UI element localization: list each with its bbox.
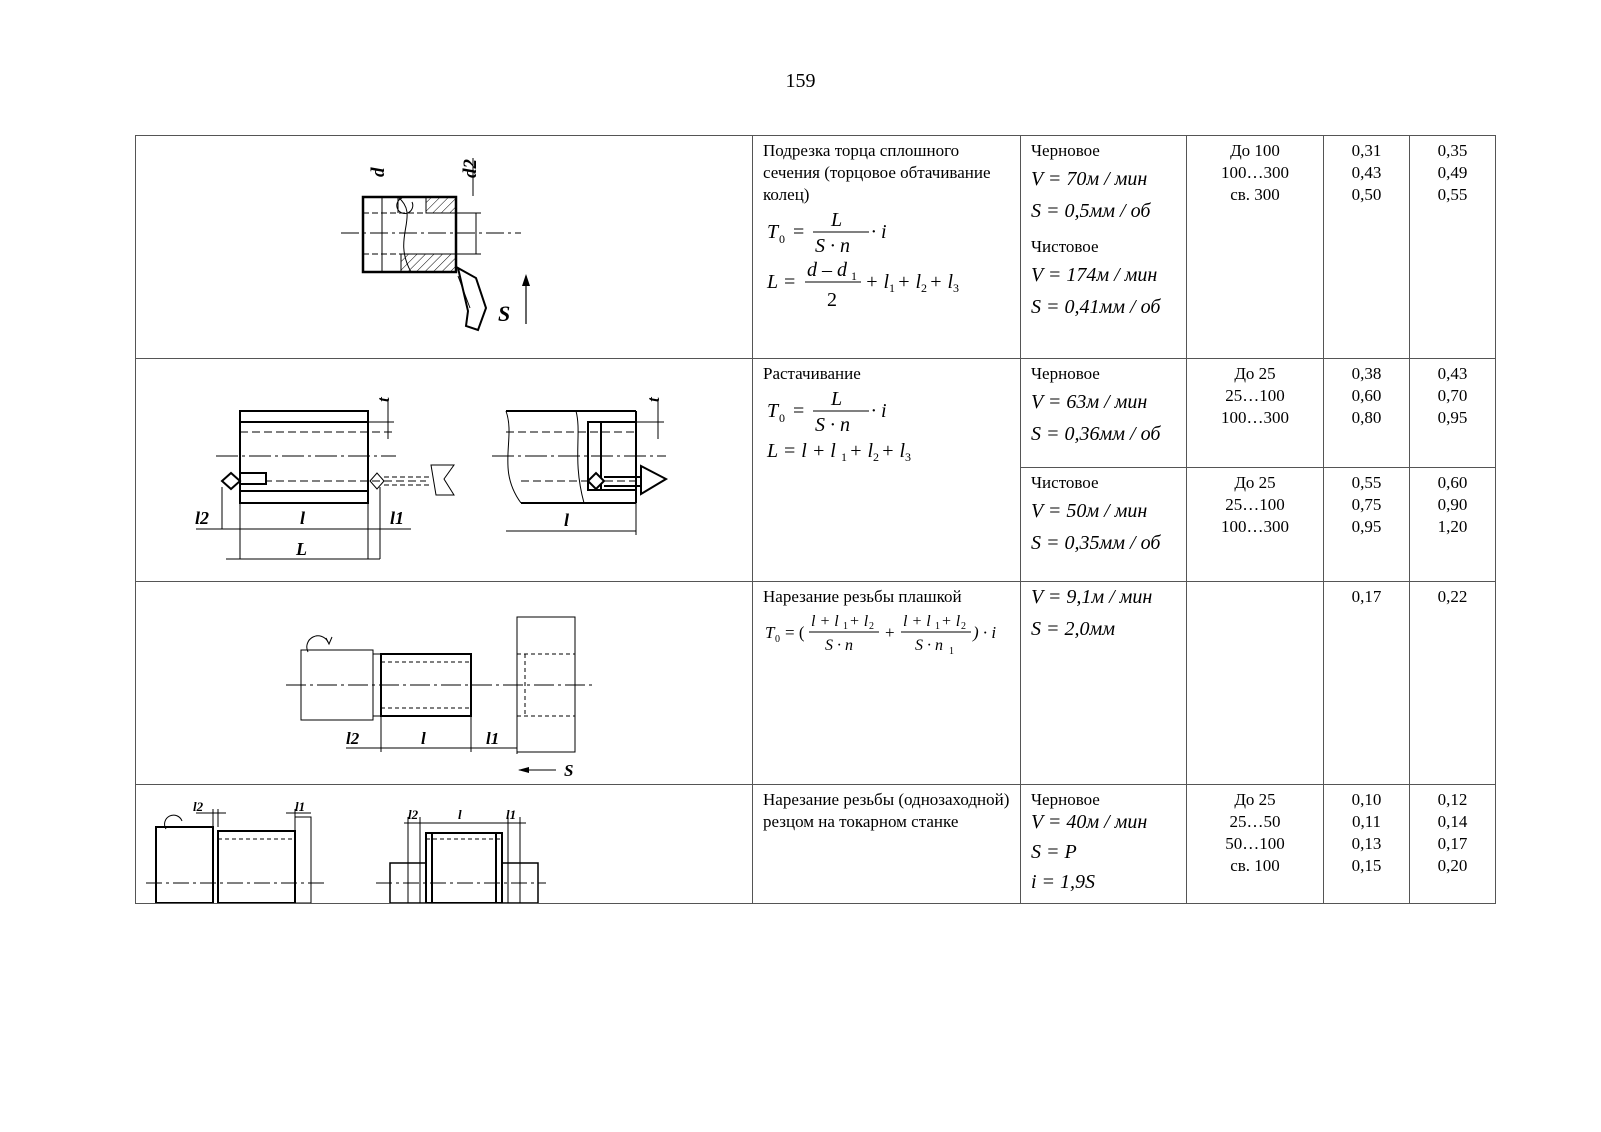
svg-text:L: L <box>831 388 843 410</box>
speed-value: V = 174м / мин <box>1031 264 1158 286</box>
mode-cell <box>1021 468 1187 582</box>
operation-name: Растачивание <box>763 364 861 383</box>
speed-value: V = 70м / мин <box>1031 168 1148 190</box>
coef1-cell <box>1324 359 1410 468</box>
diameter-range: 50…100 <box>1225 834 1285 853</box>
svg-text:T: T <box>767 400 779 422</box>
svg-text:+: + <box>885 623 895 642</box>
figure-cell <box>136 582 753 785</box>
mode-name: Чистовое <box>1031 473 1099 493</box>
diameter-range: св. 300 <box>1230 185 1280 204</box>
svg-text:2: 2 <box>827 289 837 311</box>
svg-text:1: 1 <box>841 450 847 464</box>
coef2-cell <box>1410 785 1496 904</box>
feed-value: S = 0,41мм / об <box>1031 296 1161 318</box>
svg-text:d – d: d – d <box>807 259 847 281</box>
svg-text:+ l: + l <box>941 613 961 630</box>
mode-cell <box>1021 582 1187 785</box>
figure-cell <box>136 785 753 904</box>
svg-text:· i: · i <box>871 400 887 422</box>
svg-text:2: 2 <box>921 281 927 295</box>
label-l2: l2 <box>193 799 204 814</box>
svg-text:+ l: + l <box>849 440 874 462</box>
coef-value: 0,31 <box>1351 141 1382 160</box>
label-l-right: l <box>564 510 570 530</box>
svg-text:3: 3 <box>905 450 911 464</box>
svg-text:L: L <box>831 209 843 231</box>
svg-text:T: T <box>767 221 779 243</box>
svg-text:+ l: + l <box>929 271 954 293</box>
label-l: l <box>421 729 426 748</box>
svg-text:S · n: S · n <box>825 637 853 654</box>
coef1-cell <box>1324 468 1410 582</box>
diameter-cell <box>1187 136 1324 359</box>
svg-text:l + l: l + l <box>811 613 839 630</box>
table-row <box>136 359 1496 468</box>
svg-text:· i: · i <box>871 221 887 243</box>
coef-value: 0,10 <box>1351 790 1382 809</box>
coef-value: 0,17 <box>1437 834 1468 853</box>
feed-value: S = P <box>1031 841 1077 863</box>
diameter-range: До 100 <box>1230 141 1280 160</box>
coef-value: 0,55 <box>1437 185 1468 204</box>
coef-value: 0,50 <box>1351 185 1382 204</box>
formula-t0 <box>763 608 1020 660</box>
coef-value: 0,35 <box>1437 141 1468 160</box>
diameter-range: 100…300 <box>1221 408 1289 427</box>
speed-value: V = 63м / мин <box>1031 391 1148 413</box>
machining-table <box>135 135 1496 904</box>
svg-text:S · n: S · n <box>815 414 850 435</box>
coef-value: 0,49 <box>1437 163 1468 182</box>
svg-text:S · n: S · n <box>915 637 943 654</box>
coef-value: 0,13 <box>1351 834 1382 853</box>
label-L: L <box>296 539 307 559</box>
coef-value: 0,70 <box>1437 386 1468 405</box>
coef-value: 0,43 <box>1351 163 1382 182</box>
svg-text:2: 2 <box>873 450 879 464</box>
diameter-cell <box>1187 468 1324 582</box>
die-threading-diagram <box>136 582 752 784</box>
feed-value: S = 0,5мм / об <box>1031 200 1151 222</box>
passes-value: i = 1,9S <box>1031 871 1096 893</box>
table-row <box>136 582 1496 785</box>
mode-cell <box>1021 785 1187 904</box>
coef-value: 0,22 <box>1437 587 1468 606</box>
label-t: t <box>374 397 393 402</box>
figure-cell <box>136 136 753 359</box>
svg-text:T: T <box>765 623 775 642</box>
operation-cell <box>753 785 1021 904</box>
coef-value: 0,17 <box>1351 587 1382 606</box>
speed-value: V = 9,1м / мин <box>1031 586 1153 608</box>
diameter-range: 100…300 <box>1221 163 1289 182</box>
coef-value: 0,15 <box>1351 856 1382 875</box>
label-l1: l1 <box>295 799 306 814</box>
coef-value: 0,90 <box>1437 495 1468 515</box>
operation-cell <box>753 136 1021 359</box>
coef-value: 0,20 <box>1437 856 1468 875</box>
coef-value: 0,55 <box>1351 473 1382 493</box>
svg-text:3: 3 <box>953 281 959 295</box>
operation-cell <box>753 359 1021 582</box>
coef-value: 0,11 <box>1351 812 1382 831</box>
diameter-range: До 25 <box>1234 790 1276 809</box>
mode-cell <box>1021 359 1187 468</box>
svg-text:1: 1 <box>851 269 857 283</box>
svg-text:L =: L = <box>767 271 797 293</box>
diameter-range: 100…300 <box>1221 517 1289 537</box>
mode-name: Черновое <box>1031 364 1100 383</box>
coef2-cell <box>1410 468 1496 582</box>
feed-value: S = 0,35мм / об <box>1031 532 1161 555</box>
svg-text:= (: = ( <box>785 623 805 642</box>
coef-value: 1,20 <box>1437 517 1468 537</box>
label-l: l <box>458 807 462 822</box>
label-l1: l1 <box>486 729 500 748</box>
diameter-range: 25…100 <box>1225 495 1285 515</box>
mode-name: Черновое <box>1031 790 1100 809</box>
operation-name: Нарезание резьбы (однозаходной) резцом на токарном станке <box>763 790 1010 831</box>
coef-value: 0,43 <box>1437 364 1468 383</box>
formula-l <box>763 256 1020 314</box>
speed-value: V = 40м / мин <box>1031 811 1148 833</box>
diameter-cell <box>1187 359 1324 468</box>
coef-value: 0,12 <box>1437 790 1468 809</box>
coef1-cell <box>1324 582 1410 785</box>
diameter-cell <box>1187 785 1324 904</box>
mode-name: Чистовое <box>1031 237 1099 256</box>
page-number: 159 <box>785 70 816 92</box>
svg-text:1: 1 <box>935 621 940 632</box>
operation-cell <box>753 582 1021 785</box>
svg-text:L = l + l: L = l + l <box>767 440 836 462</box>
feed-value: S = 0,36мм / об <box>1031 423 1161 445</box>
coef-value: 0,60 <box>1351 386 1382 405</box>
svg-text:0: 0 <box>779 411 785 425</box>
formula-t0 <box>763 206 1020 256</box>
label-l2: l2 <box>195 508 210 528</box>
svg-text:1: 1 <box>889 281 895 295</box>
formula-t0 <box>763 385 1020 435</box>
operation-name: Нарезание резьбы плашкой <box>763 587 962 606</box>
svg-text:+ l: + l <box>897 271 922 293</box>
svg-text:+ l: + l <box>881 440 906 462</box>
coef-value: 0,60 <box>1437 473 1468 493</box>
svg-text:) · i: ) · i <box>973 623 997 642</box>
svg-text:1: 1 <box>843 621 848 632</box>
diameter-range: св. 100 <box>1230 856 1280 875</box>
label-d2: d2 <box>460 159 481 178</box>
formula-l <box>763 435 1020 467</box>
label-t: t <box>644 397 663 402</box>
svg-text:+ l: + l <box>849 613 869 630</box>
mode-cell <box>1021 136 1187 359</box>
figure-cell <box>136 359 753 582</box>
coef-value: 0,95 <box>1351 517 1382 537</box>
svg-text:=: = <box>793 400 805 422</box>
coef-value: 0,38 <box>1351 364 1382 383</box>
svg-text:=: = <box>793 221 805 243</box>
svg-text:0: 0 <box>779 232 785 246</box>
diameter-range: До 25 <box>1234 364 1276 383</box>
coef-value: 0,14 <box>1437 812 1468 831</box>
label-l: l <box>300 508 306 528</box>
label-l2: l2 <box>408 807 419 822</box>
coef-value: 0,75 <box>1351 495 1382 515</box>
coef-value: 0,80 <box>1351 408 1382 427</box>
speed-value: V = 50м / мин <box>1031 500 1148 523</box>
diameter-range: 25…50 <box>1229 812 1281 831</box>
svg-text:S · n: S · n <box>815 235 850 256</box>
svg-text:+ l: + l <box>865 271 890 293</box>
svg-text:0: 0 <box>775 634 780 645</box>
label-l1: l1 <box>506 807 517 822</box>
label-s: S <box>564 761 574 780</box>
svg-text:1: 1 <box>949 646 954 657</box>
label-l1: l1 <box>390 508 405 528</box>
svg-text:2: 2 <box>869 621 874 632</box>
coef1-cell <box>1324 785 1410 904</box>
coef2-cell <box>1410 359 1496 468</box>
label-s: S <box>498 301 511 326</box>
diameter-cell <box>1187 582 1324 785</box>
coef1-cell <box>1324 136 1410 359</box>
coef2-cell <box>1410 136 1496 359</box>
label-d: d <box>368 167 389 177</box>
facing-diagram <box>136 136 752 358</box>
boring-diagram <box>136 359 752 581</box>
svg-text:2: 2 <box>961 621 966 632</box>
diameter-range: До 25 <box>1234 473 1276 493</box>
feed-value: S = 2,0мм <box>1031 618 1116 640</box>
table-row <box>136 785 1496 904</box>
diameter-range: 25…100 <box>1225 386 1285 405</box>
coef-value: 0,95 <box>1437 408 1468 427</box>
mode-name: Черновое <box>1031 141 1100 160</box>
label-l2: l2 <box>346 729 360 748</box>
table-row <box>136 136 1496 359</box>
svg-text:l + l: l + l <box>903 613 931 630</box>
coef2-cell <box>1410 582 1496 785</box>
operation-name: Подрезка торца сплошного сечения (торцовое обтачивание колец) <box>763 141 991 204</box>
thread-cutting-diagram <box>136 785 752 903</box>
